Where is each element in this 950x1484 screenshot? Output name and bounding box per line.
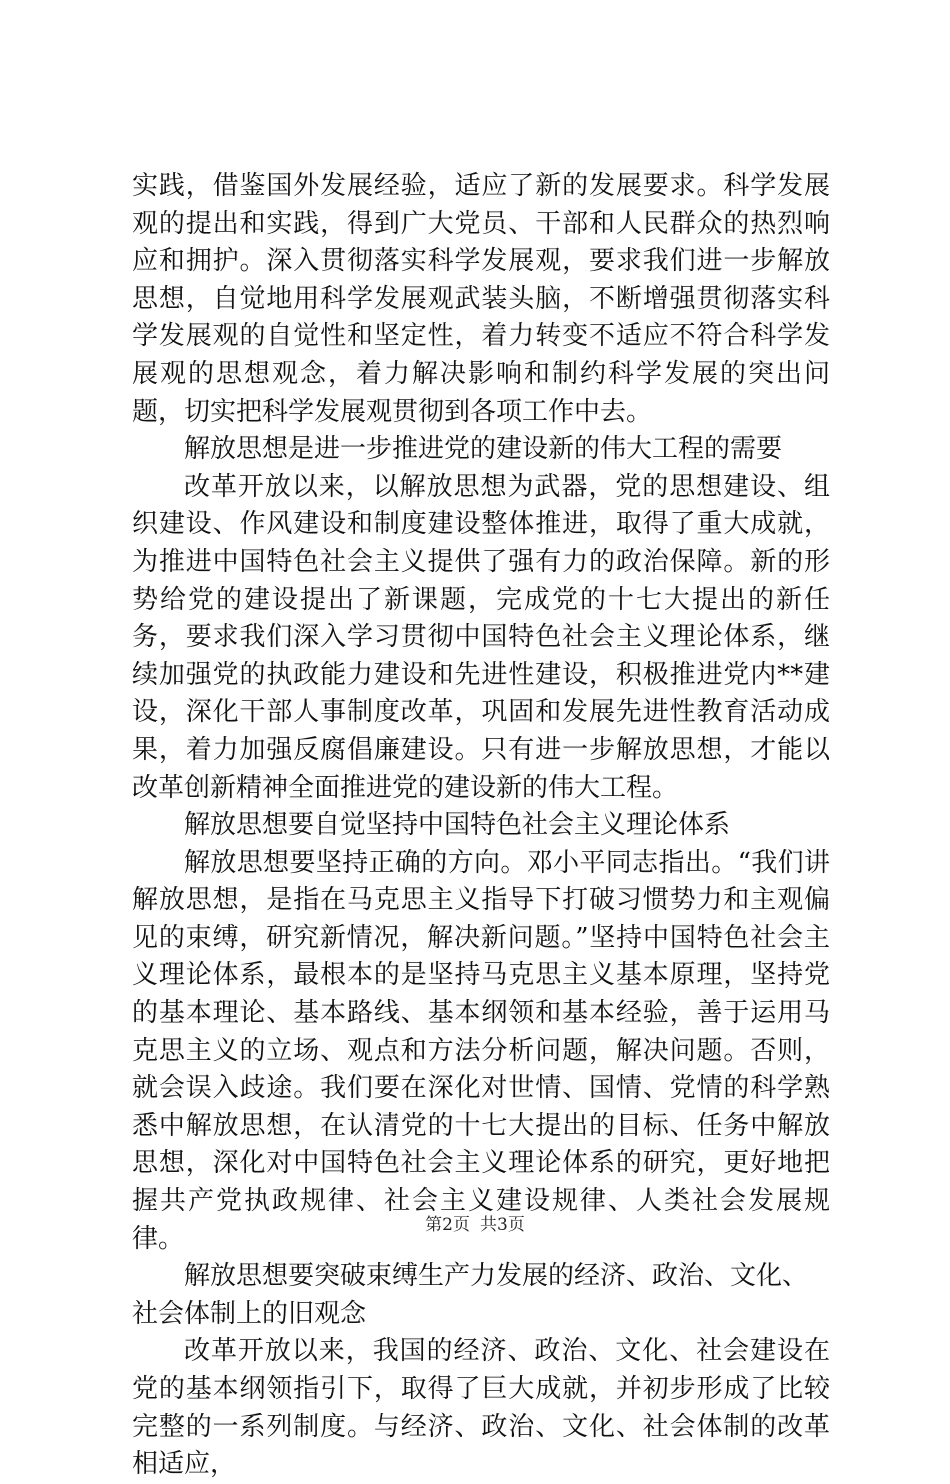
section-heading-party-building: 解放思想是进一步推进党的建设新的伟大工程的需要 <box>184 434 783 465</box>
paragraph-continuation: 实践，借鉴国外发展经验，适应了新的发展要求。科学发展观的提出和实践，得到广大党员、干部和人民群众的热烈响应和拥护。深入贯彻落实科学发展观，要求我们进一步解放思想，自觉地用科学发展观武装头脑，不断增强贯彻落实科学发展观的自觉性和坚定性，着力转变不适应不符合科学发展观的思想观念，着力解决影响和制约科学发展的突出问题，切实把科学发展观贯彻到各项工作中去。 <box>132 171 830 427</box>
section-heading-theory-system: 解放思想要自觉坚持中国特色社会主义理论体系 <box>184 810 731 841</box>
paragraph-party-building: 改革开放以来，以解放思想为武器，党的思想建设、组织建设、作风建设和制度建设整体推进，取得了重大成就，为推进中国特色社会主义提供了强有力的政治保障。新的形势给党的建设提出了新课题，完成党的十七大提出的新任务，要求我们深入学习贯彻中国特色社会主义理论体系，继续加强党的执政能力建设和先进性建设，积极推进党内**建设，深化干部人事制度改革，巩固和发展先进性教育活动成果，着力加强反腐倡廉建设。只有进一步解放思想，才能以改革创新精神全面推进党的建设新的伟大工程。 <box>132 471 830 803</box>
page-footer <box>0 1214 950 1236</box>
paragraph-reform-achievements: 改革开放以来，我国的经济、政治、文化、社会建设在党的基本纲领指引下，取得了巨大成就，并初步形成了比较完整的一系列制度。与经济、政治、文化、社会体制的改革相适应， <box>132 1336 830 1480</box>
document-body <box>132 168 830 1484</box>
section-heading-old-concepts: 解放思想要突破束缚生产力发展的经济、政治、文化、社会体制上的旧观念 <box>132 1261 809 1329</box>
paragraph-theory-system: 解放思想要坚持正确的方向。邓小平同志指出。“我们讲解放思想，是指在马克思主义指导下打破习惯势力和主观偏见的束缚，研究新情况，解决新问题。”坚持中国特色社会主义理论体系，最根本的是坚持马克思主义基本原理，坚持党的基本理论、基本路线、基本纲领和基本经验，善于运用马克思主义的立场、观点和方法分析问题，解决问题。否则，就会误入歧途。我们要在深化对世情、国情、党情的科学熟悉中解放思想，在认清党的十七大提出的目标、任务中解放思想，深化对中国特色社会主义理论体系的研究，更好地把握共产党执政规律、社会主义建设规律、人类社会发展规律。 <box>132 847 830 1254</box>
page-total: 共3页 <box>480 1215 525 1235</box>
page-number: 第2页 <box>425 1215 470 1235</box>
